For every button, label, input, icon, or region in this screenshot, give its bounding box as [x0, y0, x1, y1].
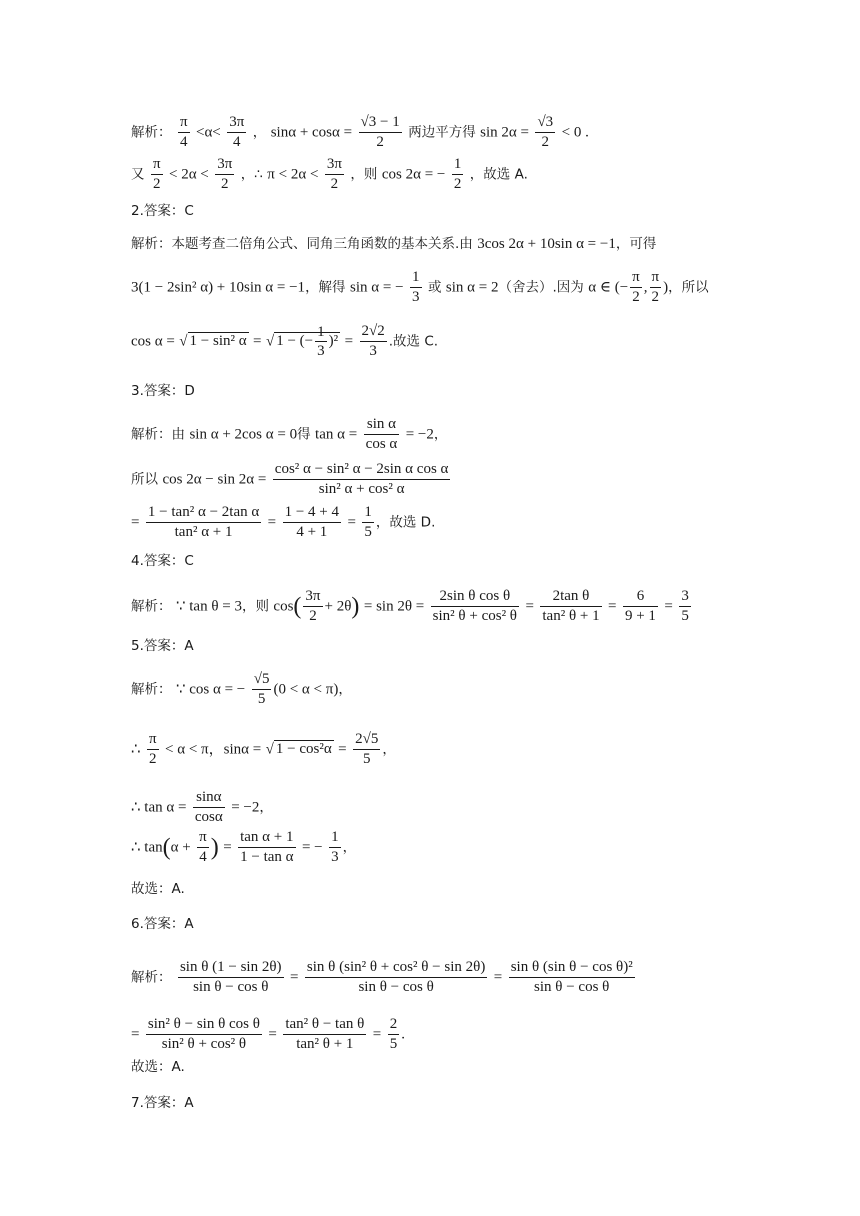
fraction	[146, 1015, 262, 1054]
math-text: =	[664, 598, 673, 615]
text: 由	[171, 426, 185, 443]
numerator: √3	[535, 113, 555, 133]
math-text: sinα + cosα =	[270, 124, 353, 141]
numerator: π	[151, 155, 163, 175]
numerator: 2sin θ cos θ	[431, 587, 519, 607]
math-text: α +	[170, 839, 191, 856]
math-text: < α < π，sinα =	[165, 741, 262, 758]
solution-1-line-2	[131, 155, 528, 194]
denominator: 5	[364, 523, 372, 540]
text: 得	[297, 426, 311, 443]
denominator: 4	[179, 133, 188, 150]
numerator: 1	[452, 155, 464, 175]
fraction	[238, 828, 295, 867]
numerator: tan² θ − tan θ	[283, 1015, 366, 1035]
numerator: sin θ (sin² θ + cos² θ − sin 2θ)	[305, 958, 487, 978]
radicand-part: )²	[328, 333, 339, 350]
fraction	[178, 113, 190, 152]
analysis-label: 解析：	[131, 681, 172, 698]
analysis-label: 解析：	[131, 598, 172, 615]
fraction	[540, 587, 601, 626]
denominator: sin² θ + cos² θ	[161, 1035, 247, 1052]
solution-4-line-1	[131, 587, 693, 626]
denominator: 5	[257, 690, 266, 707]
fraction	[151, 155, 163, 194]
denominator: 2	[376, 133, 384, 150]
denominator: 2	[149, 750, 157, 767]
fraction	[630, 268, 642, 307]
fraction	[410, 268, 422, 307]
text: ，则	[350, 166, 378, 183]
denominator: sin θ − cos θ	[534, 978, 610, 995]
math-text: =	[347, 514, 356, 531]
radicand: 1 − sin² α	[189, 333, 247, 350]
analysis-label: 解析：	[131, 426, 172, 443]
text: 两边平方得	[408, 124, 476, 141]
numerator: 1 − 4 + 4	[283, 503, 341, 523]
math-text: =	[131, 514, 140, 531]
numerator: 3π	[227, 113, 246, 133]
math-text: cos	[273, 598, 294, 615]
math-text: =	[131, 1026, 140, 1043]
numerator: sin θ (sin θ − cos θ)²	[509, 958, 635, 978]
denominator: 2	[651, 288, 660, 305]
text: （舍去）.因为	[498, 279, 584, 296]
solution-6-line-1	[131, 958, 637, 997]
solution-2-line-3: cos α = √ 1 − sin² α = √ 1 − (− $\frac{1}{3}$ )² = $\frac{2√2}{3}$ .故选 C.	[131, 323, 439, 360]
fraction	[364, 415, 400, 454]
fraction	[679, 587, 691, 626]
denominator: 2	[309, 607, 317, 624]
numerator: π	[650, 268, 662, 288]
numerator: 1	[329, 828, 341, 848]
math-text: < 2α <	[168, 166, 209, 183]
fraction	[283, 1015, 366, 1054]
text: .故选 C.	[388, 333, 439, 350]
numerator: √3 − 1	[359, 113, 402, 133]
solution-5-conclusion: 故选：A.	[131, 881, 185, 897]
numerator: π	[147, 730, 159, 750]
math-text: =	[608, 598, 617, 615]
solution-1-line-1	[131, 113, 589, 152]
denominator: 2	[221, 175, 229, 192]
solution-3-line-3	[131, 503, 435, 542]
math-text: ,	[643, 279, 648, 296]
math-text: =	[223, 839, 232, 856]
math-text: =	[372, 1026, 382, 1043]
numerator: 2√5	[353, 730, 380, 750]
math-text: = sin 2θ =	[363, 598, 425, 615]
numerator: √5	[252, 670, 272, 690]
math-text: ∴	[131, 741, 141, 758]
text: ，则	[241, 598, 269, 615]
answer-2: 2.答案：C	[131, 203, 194, 219]
text: 所以	[131, 471, 158, 488]
math-text: =	[290, 969, 299, 986]
fraction	[146, 503, 261, 542]
denominator: 3	[331, 848, 339, 865]
text: ，	[433, 426, 448, 443]
math-text: =	[253, 333, 262, 350]
numerator: 6	[623, 587, 658, 607]
numerator: 2tan θ	[540, 587, 601, 607]
answer-5: 5.答案：A	[131, 638, 194, 654]
math-text: sin α = 2	[445, 279, 499, 296]
numerator: sin² θ − sin θ cos θ	[146, 1015, 262, 1035]
paren: )	[210, 834, 219, 861]
text: ，∴	[240, 166, 263, 183]
radicand: 1 − cos²α	[275, 741, 332, 758]
denominator: cosα	[194, 808, 223, 825]
denominator: 2	[541, 133, 550, 150]
solution-2-line-1	[131, 237, 656, 252]
solution-6-line-2	[131, 1015, 405, 1054]
numerator: π	[197, 828, 209, 848]
text: ，	[338, 681, 352, 698]
math-text: = −	[301, 839, 323, 856]
numerator: 3	[679, 587, 691, 607]
text: ，	[342, 839, 357, 856]
numerator: tan α + 1	[238, 828, 295, 848]
numerator: 1	[410, 268, 422, 288]
analysis-label: 解析：	[131, 124, 172, 141]
numerator: 3π	[303, 587, 322, 607]
numerator: 1	[315, 323, 327, 343]
math-text: < 0 .	[561, 124, 589, 141]
math-text: ∴ tan α =	[131, 799, 187, 816]
math-text: ∵ tan θ = 3	[175, 598, 242, 615]
math-text: sin α = −	[350, 279, 404, 296]
paren: (	[293, 593, 302, 620]
math-text: = −2	[231, 799, 260, 816]
text: ，	[382, 741, 396, 758]
answer-6: 6.答案：A	[131, 916, 194, 932]
radicand-part: 1 −	[276, 333, 296, 350]
math-text: + 2θ	[324, 598, 352, 615]
fraction	[283, 503, 341, 542]
denominator: 1 − tan α	[240, 848, 294, 865]
text: 本题考查二倍角公式、同角三角函数的基本关系.由	[171, 236, 473, 252]
fraction	[315, 323, 327, 362]
denominator: 9 + 1	[624, 607, 656, 624]
denominator: 2	[330, 175, 339, 192]
fraction	[147, 730, 159, 769]
fraction	[303, 587, 322, 626]
denominator: tan² α + 1	[174, 523, 233, 540]
text: ，解得	[305, 279, 346, 296]
denominator: 2	[453, 175, 462, 192]
math-text: sin 2α =	[480, 124, 529, 141]
text: ，故选 A.	[469, 166, 528, 183]
math-text: <α<	[195, 124, 221, 141]
fraction	[325, 155, 344, 194]
numerator: 2	[388, 1015, 400, 1035]
denominator: 3	[412, 288, 420, 305]
math-text: 3(1 − 2sin² α) + 10sin α = −1	[131, 279, 306, 296]
solution-2-line-2	[131, 268, 709, 307]
numerator: 1	[362, 503, 374, 523]
answer-7: 7.答案：A	[131, 1095, 194, 1111]
math-text: =	[344, 333, 354, 350]
fraction	[509, 958, 635, 997]
denominator: 5	[362, 750, 371, 767]
fraction	[388, 1015, 400, 1054]
math-text: =	[267, 514, 277, 531]
fraction	[362, 503, 374, 542]
text: ，可得	[615, 236, 657, 252]
denominator: 2	[632, 288, 640, 305]
fraction	[650, 268, 662, 307]
fraction	[535, 113, 555, 152]
text: 又	[131, 166, 145, 183]
fraction	[452, 155, 464, 194]
denominator: sin² θ + cos² θ	[432, 607, 517, 624]
math-text: =	[338, 741, 347, 758]
numerator: sinα	[193, 788, 225, 808]
math-text: )	[663, 279, 669, 296]
fraction	[431, 587, 519, 626]
math-text: =	[493, 969, 503, 986]
math-text: = −2	[405, 426, 434, 443]
answer-3: 3.答案：D	[131, 383, 195, 399]
denominator: 5	[681, 607, 689, 624]
text: ，故选 D.	[375, 514, 436, 531]
answer-4: 4.答案：C	[131, 553, 194, 569]
numerator: sin α	[364, 415, 400, 435]
numerator: π	[630, 268, 642, 288]
math-text: =	[525, 598, 534, 615]
solution-5-line-4	[131, 828, 356, 867]
denominator: tan² θ + 1	[296, 1035, 354, 1052]
denominator: 4	[233, 133, 241, 150]
math-text: tan α =	[315, 426, 358, 443]
fraction	[273, 460, 451, 499]
punct: ，	[252, 124, 267, 141]
math-text: 3cos 2α + 10sin α = −1	[477, 236, 616, 252]
denominator: tan² θ + 1	[542, 607, 600, 624]
solution-6-conclusion: 故选：A.	[131, 1059, 185, 1075]
analysis-label: 解析：	[131, 969, 172, 986]
math-text: sin α + 2cos α = 0	[189, 426, 298, 443]
numerator: 1 − tan² α − 2tan α	[146, 503, 261, 523]
denominator: sin θ − cos θ	[193, 978, 269, 995]
solution-5-line-1	[131, 670, 352, 709]
math-text: ∴ tan	[131, 839, 163, 856]
solution-5-line-3	[131, 788, 273, 827]
numerator: cos² α − sin² α − 2sin α cos α	[273, 460, 451, 480]
solution-3-line-2	[131, 460, 452, 499]
solution-5-line-2: ∴ $\frac{\pi}{2}$ < α < π，sinα = √ 1 − cos²α = $\frac{2√5}{5}$ ，	[131, 731, 396, 767]
paren: (	[162, 834, 171, 861]
text: 或	[427, 279, 442, 296]
fraction	[197, 828, 209, 867]
fraction	[215, 155, 234, 194]
math-text: =	[268, 1026, 277, 1043]
analysis-label: 解析：	[131, 236, 172, 252]
math-text: cos 2α − sin 2α =	[162, 471, 267, 488]
fraction	[360, 322, 387, 361]
numerator: 3π	[215, 155, 234, 175]
denominator: 4 + 1	[296, 523, 328, 540]
fraction	[329, 828, 341, 867]
denominator: 5	[389, 1035, 398, 1052]
numerator: sin θ (1 − sin 2θ)	[178, 958, 284, 978]
fraction	[178, 958, 284, 997]
denominator: 4	[199, 848, 207, 865]
fraction	[623, 587, 658, 626]
fraction	[353, 730, 380, 769]
denominator: cos α	[365, 435, 398, 452]
fraction	[359, 113, 402, 152]
math-text: (0 < α < π)	[273, 681, 339, 698]
numerator: π	[178, 113, 190, 133]
math-text: cos 2α = −	[381, 166, 446, 183]
denominator: sin² α + cos² α	[318, 480, 405, 497]
math-text: .	[401, 1026, 405, 1043]
math-text: α ∈ (−	[588, 279, 629, 296]
numerator: 3π	[325, 155, 344, 175]
denominator: 3	[317, 343, 325, 360]
solution-3-line-1	[131, 415, 447, 454]
text: ，	[259, 799, 273, 816]
fraction	[227, 113, 246, 152]
paren: )	[351, 593, 360, 620]
denominator: 3	[369, 342, 377, 359]
math-text: π < 2α <	[267, 166, 319, 183]
math-text: ∵ cos α = −	[175, 681, 246, 698]
denominator: 2	[152, 175, 161, 192]
fraction	[305, 958, 487, 997]
radicand-part: (−	[299, 333, 314, 350]
math-text: cos α =	[131, 333, 175, 350]
fraction	[252, 670, 272, 709]
text: ，所以	[668, 279, 709, 296]
fraction	[193, 788, 225, 827]
numerator: 2√2	[360, 322, 387, 342]
denominator: sin θ − cos θ	[358, 978, 434, 995]
